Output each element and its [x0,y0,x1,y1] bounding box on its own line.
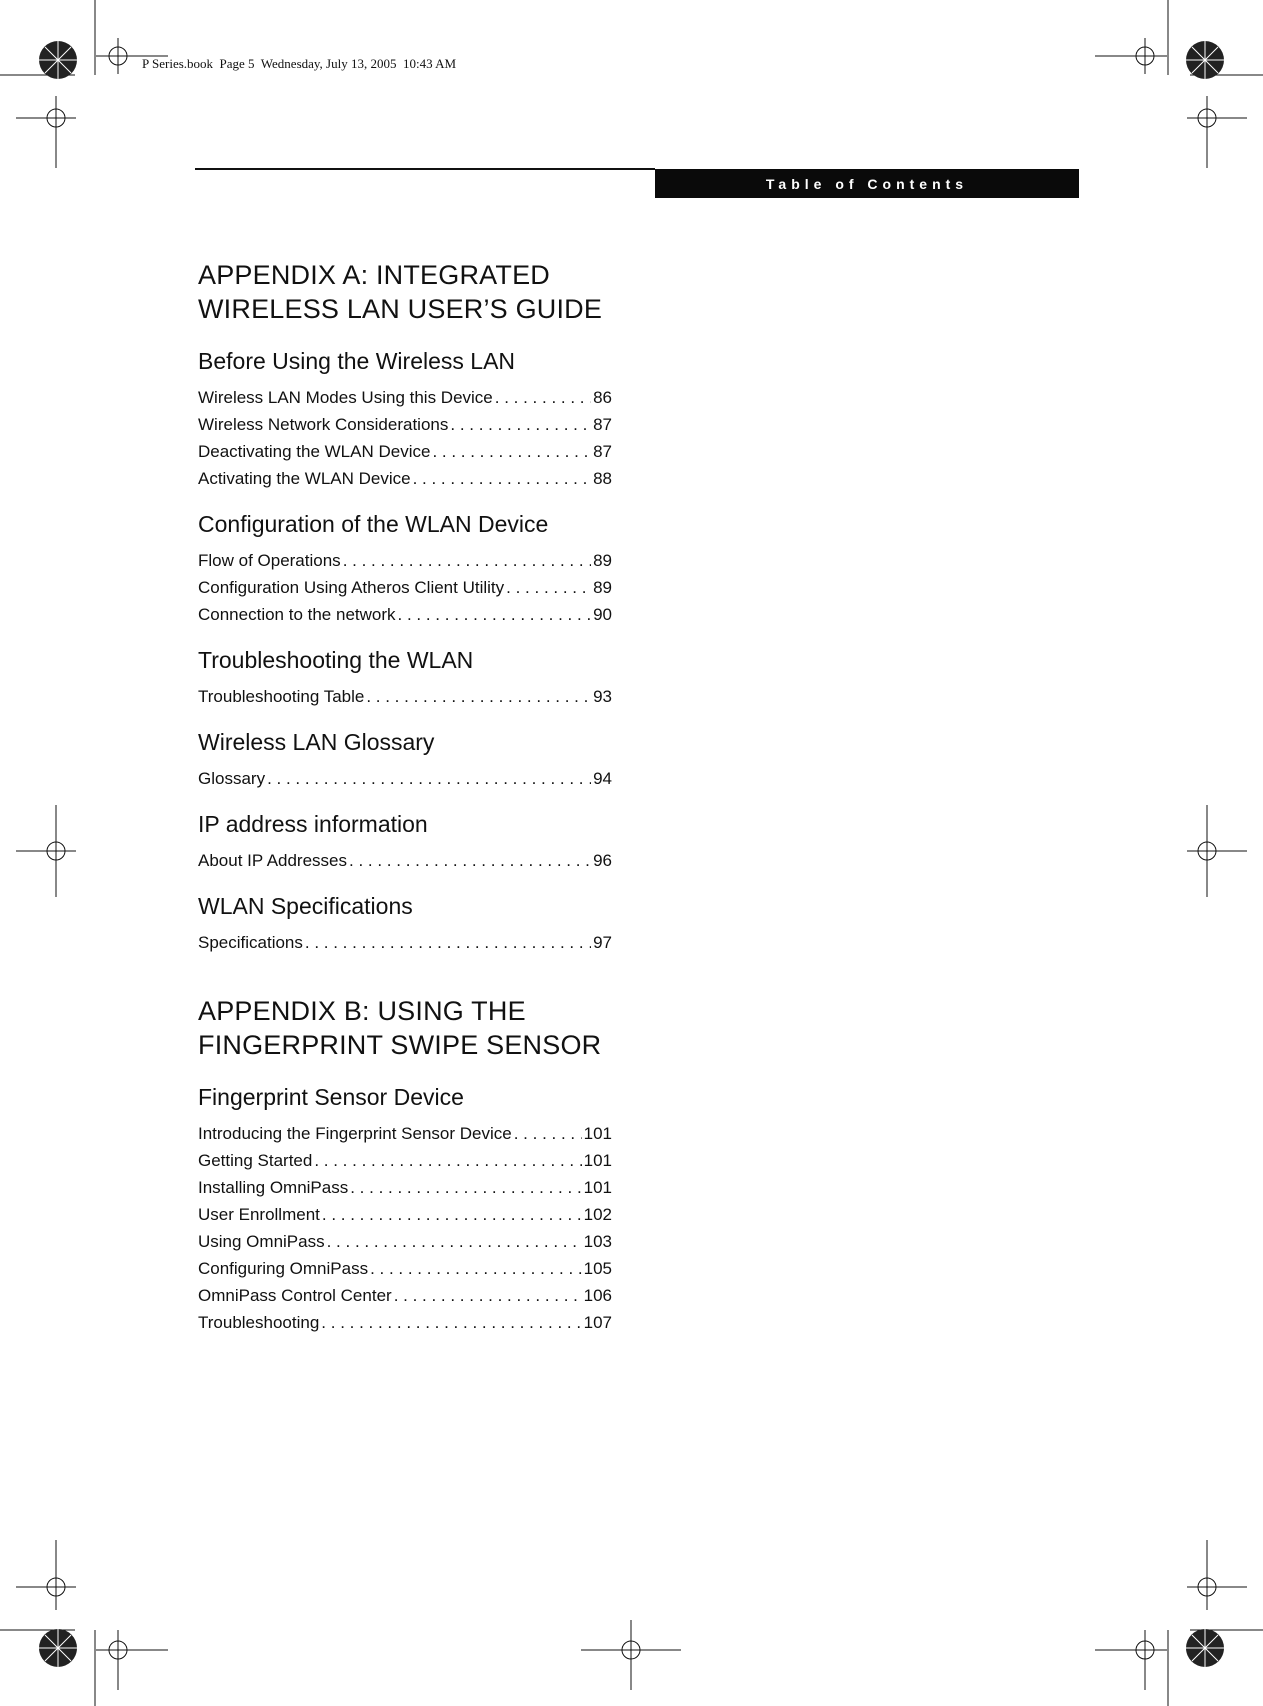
toc-entry-label: OmniPass Control Center [198,1286,392,1305]
toc-section [198,645,612,710]
dot-leader [314,1147,581,1174]
section-title: Before Using the Wireless LAN [198,348,516,374]
toc-entry-page-number: 89 [593,578,612,597]
toc-entry-label: Configuring OmniPass [198,1259,369,1278]
toc-entry[interactable] [198,1201,612,1228]
toc-entry-page-number: 87 [593,442,612,461]
toc-entry[interactable] [198,1174,612,1201]
toc-entry-label: User Enrollment [198,1205,320,1224]
dot-leader [366,683,591,710]
toc-section [198,891,612,956]
appendix-title-line-2: WIRELESS LAN USER’S GUIDE [198,294,603,324]
toc-entry[interactable] [198,574,612,601]
section-title: Wireless LAN Glossary [198,729,435,755]
toc-entry-page-number: 102 [583,1205,612,1224]
toc-entry-page-number: 101 [583,1151,612,1170]
toc-entry-page-number: 106 [583,1286,612,1305]
appendix-block [198,258,612,956]
toc-entry-label: Connection to the network [198,605,396,624]
appendix-title-line-1: APPENDIX A: INTEGRATED [198,260,550,290]
toc-entry-page-number: 93 [593,687,612,706]
toc-entry-label: Flow of Operations [198,551,341,570]
dot-leader [267,765,591,792]
toc-entry-page-number: 101 [583,1124,612,1143]
toc-section [198,1082,612,1336]
toc-entry[interactable] [198,1228,612,1255]
appendix-title [198,258,612,326]
toc-entry-label: Deactivating the WLAN Device [198,442,431,461]
toc-entry-page-number: 103 [583,1232,612,1251]
toc-entry-page-number: 97 [593,933,612,952]
toc-entry-label: About IP Addresses [198,851,348,870]
toc-entry-label: Glossary [198,769,266,788]
toc-section [198,346,612,492]
appendix-title [198,994,612,1062]
toc-entry[interactable] [198,1120,612,1147]
toc-entry-page-number: 107 [583,1313,612,1332]
appendix-block [198,994,612,1336]
section-title: WLAN Specifications [198,893,413,919]
dot-leader [398,601,592,628]
toc-entry[interactable] [198,384,612,411]
toc-entry[interactable] [198,1282,612,1309]
toc-entry-label: Wireless Network Considerations [198,415,449,434]
toc-entry-page-number: 86 [593,388,612,407]
toc-entry-page-number: 101 [583,1178,612,1197]
toc-entry[interactable] [198,765,612,792]
toc-section [198,809,612,874]
dot-leader [394,1282,582,1309]
toc-entry-page-number: 87 [593,415,612,434]
dot-leader [432,438,591,465]
toc-entry[interactable] [198,1147,612,1174]
toc-entry-page-number: 89 [593,551,612,570]
toc-entry-page-number: 88 [593,469,612,488]
toc-entry[interactable] [198,683,612,710]
dot-leader [327,1228,582,1255]
toc-entry[interactable] [198,547,612,574]
dot-leader [514,1120,582,1147]
dot-leader [305,929,591,956]
toc-entry-page-number: 105 [583,1259,612,1278]
toc-entry[interactable] [198,465,612,492]
dot-leader [349,847,591,874]
toc-section [198,509,612,628]
dot-leader [343,547,591,574]
toc-entry[interactable] [198,929,612,956]
toc-entry[interactable] [198,601,612,628]
running-header: Table of Contents [655,169,1079,198]
section-title: Troubleshooting the WLAN [198,647,474,673]
toc-entry[interactable] [198,438,612,465]
section-title: Configuration of the WLAN Device [198,511,549,537]
dot-leader [370,1255,582,1282]
dot-leader [495,384,591,411]
toc-entry[interactable] [198,1309,612,1336]
toc-entry[interactable] [198,1255,612,1282]
toc-entry-label: Wireless LAN Modes Using this Device [198,388,493,407]
toc-entry-label: Installing OmniPass [198,1178,349,1197]
appendix-title-line-2: FINGERPRINT SWIPE SENSOR [198,1030,602,1060]
toc-entry-label: Troubleshooting Table [198,687,365,706]
toc-entry-label: Activating the WLAN Device [198,469,411,488]
dot-leader [413,465,591,492]
toc-entry[interactable] [198,411,612,438]
toc-entry-label: Getting Started [198,1151,313,1170]
dot-leader [321,1309,581,1336]
toc-entry-label: Troubleshooting [198,1313,320,1332]
toc-entry-label: Using OmniPass [198,1232,325,1251]
print-slug: P Series.book Page 5 Wednesday, July 13, 2005 10:43 AM [142,56,457,71]
toc-entry[interactable] [198,847,612,874]
dot-leader [350,1174,581,1201]
toc-entry-label: Specifications [198,933,303,952]
toc-section [198,727,612,792]
dot-leader [506,574,591,601]
toc-entry-page-number: 90 [593,605,612,624]
header-rule [195,168,655,170]
toc-entry-page-number: 94 [593,769,612,788]
toc-entry-label: Introducing the Fingerprint Sensor Device [198,1124,512,1143]
section-title: IP address information [198,811,428,837]
toc-entry-page-number: 96 [593,851,612,870]
table-of-contents [198,258,612,1374]
toc-entry-label: Configuration Using Atheros Client Utility [198,578,505,597]
appendix-title-line-1: APPENDIX B: USING THE [198,996,526,1026]
section-title: Fingerprint Sensor Device [198,1084,464,1110]
dot-leader [322,1201,582,1228]
dot-leader [450,411,591,438]
